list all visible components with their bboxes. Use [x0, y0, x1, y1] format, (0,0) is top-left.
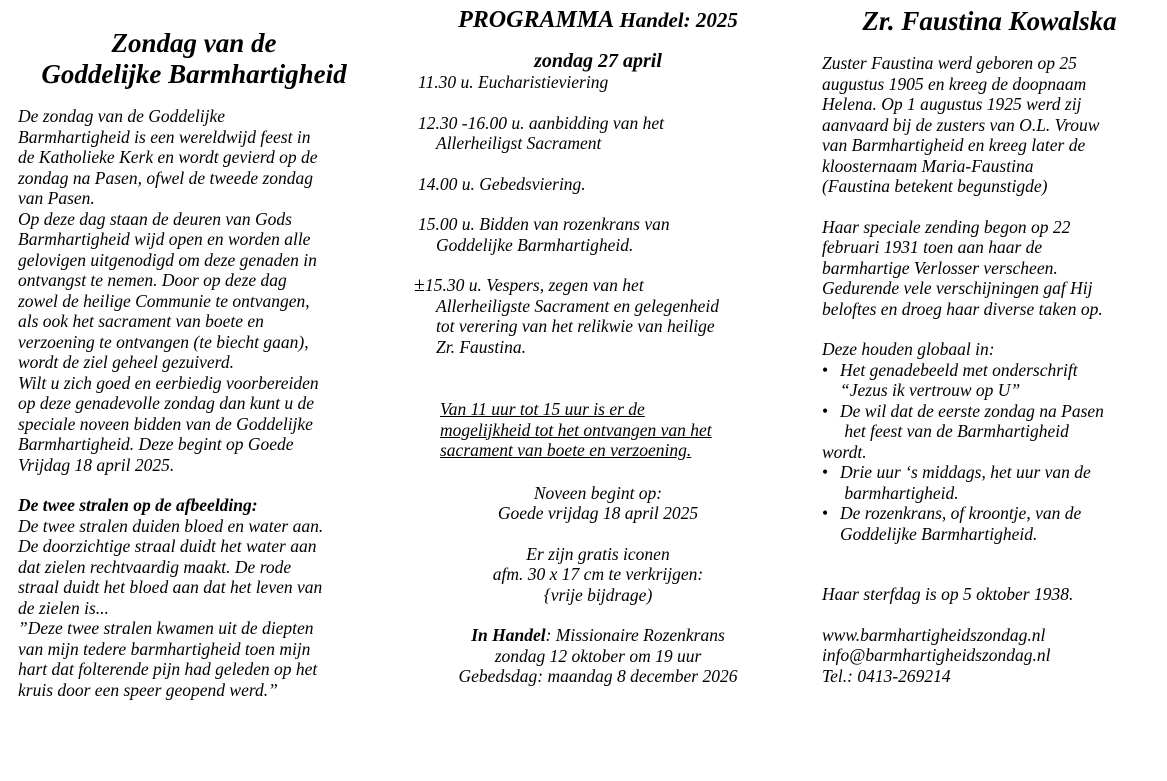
phone-number: Tel.: 0413-269214	[822, 665, 951, 686]
bio-text: Zuster Faustina werd geboren op 25 augustus 1905 en kreeg de doopnaam Helena. Op 1 augustus 1925 werd zij aanvaard bij de zusters van O.L. Vrouw van Barmhartigheid en kreeg later de kloosternaam Maria-Faustina (Faustina betekent begunstigde)	[822, 53, 1100, 196]
title-line-1: Zondag van de	[111, 28, 277, 58]
column-left	[18, 0, 370, 700]
rays-text: De twee stralen duiden bloed en water aan. De doorzichtige straal duidt het water aan dat zielen rechtvaardig maakt. De rode straal duidt het bloed aan dat het leven van de zielen is... ”Deze twee stralen kwamen uit de diepten van mijn tedere barmhartigheid toen mijn hart dat folterende pijn had geleden op het kruis door een speer geopend werd.”	[18, 515, 324, 700]
in-handel-notice: In Handel: Missionaire Rozenkrans zondag 12 oktober om 19 uur Gebedsdag: maandag 8 december 2026	[458, 625, 738, 686]
intro-text: De zondag van de Goddelijke Barmhartigheid is een wereldwijd feest in de Katholieke Kerk en wordt gevierd op de zondag na Pasen, ofwel de tweede zondag van Pasen. Op deze dag staan de deuren van Gods Barmhartigheid wijd open en worden alle gelovigen uitgenodigd om deze genaden in ontvangst te nemen. Door op deze dag zowel de heilige Communie te ontvangen, als ook het sacrament van boete en verzoening te ontvangen (te biecht gaan), wordt de ziel geheel gezuiverd. Wilt u zich goed en eerbiedig voorbereiden op deze genadevolle zondag dan kunt u de speciale noveen bidden van de Goddelijke Barmhartigheid. Deze begint op Goede Vrijdag 18 april 2025.	[18, 106, 319, 475]
in-handel-label: In Handel	[471, 625, 546, 645]
faustina-title: Zr. Faustina Kowalska	[862, 6, 1117, 36]
website-link[interactable]: www.barmhartigheidszondag.nl	[822, 624, 1046, 645]
list-item: • Het genadebeeld met onderschrift “Jezus ik vertrouw op U”	[822, 360, 1157, 401]
rays-heading: De twee stralen op de afbeelding:	[18, 495, 258, 515]
bullets-intro: Deze houden globaal in:	[822, 339, 995, 359]
list-continuation: wordt.	[822, 441, 867, 462]
program-item: 12.30 -16.00 u. aanbidding van het Allerheiligst Sacrament	[418, 112, 664, 153]
column-right	[822, 0, 1157, 686]
noveen-notice: Noveen begint op: Goede vrijdag 18 april 2025	[497, 482, 699, 523]
list-item: • Drie uur ‘s middags, het uur van de barmhartigheid.	[822, 462, 1157, 503]
column-middle	[414, 0, 778, 687]
confession-notice: Van 11 uur tot 15 uur is er de mogelijkheid tot het ontvangen van het sacrament van boete en verzoening.	[440, 399, 712, 460]
icons-notice: Er zijn gratis iconen afm. 30 x 17 cm te verkrijgen: {vrije bijdrage)	[492, 543, 704, 605]
program-title-main: PROGRAMMA	[458, 7, 615, 33]
death-date: Haar sterfdag is op 5 oktober 1938.	[822, 584, 1074, 604]
plus-minus-symbol: ±	[414, 274, 425, 296]
email-link[interactable]: info@barmhartigheidszondag.nl	[822, 645, 1051, 665]
program-item: 11.30 u. Eucharistieviering	[418, 72, 609, 92]
program-item-vespers: ±15.30 u. Vespers, zegen van het Allerheiligste Sacrament en gelegenheid tot verering van het relikwie van heilige Zr. Faustina.	[414, 274, 719, 357]
program-item: 14.00 u. Gebedsviering.	[418, 173, 586, 194]
title-line-2: Goddelijke Barmhartigheid	[41, 59, 347, 89]
promises-list	[822, 360, 1157, 442]
list-item: • De rozenkrans, of kroontje, van de Goddelijke Barmhartigheid.	[822, 503, 1157, 544]
promises-list-2	[822, 462, 1157, 544]
program-title-rest: Handel: 2025	[614, 8, 738, 32]
program-title	[418, 6, 778, 34]
program-item: 15.00 u. Bidden van rozenkrans van Goddelijke Barmhartigheid.	[418, 214, 670, 255]
program-date: zondag 27 april	[534, 50, 662, 72]
list-item: • De wil dat de eerste zondag na Pasen het feest van de Barmhartigheid	[822, 401, 1157, 442]
mission-text: Haar speciale zending begon op 22 februari 1931 toen aan haar de barmhartige Verlosser verscheen. Gedurende vele verschijningen gaf Hij beloftes en droeg haar diverse taken op.	[822, 216, 1103, 319]
